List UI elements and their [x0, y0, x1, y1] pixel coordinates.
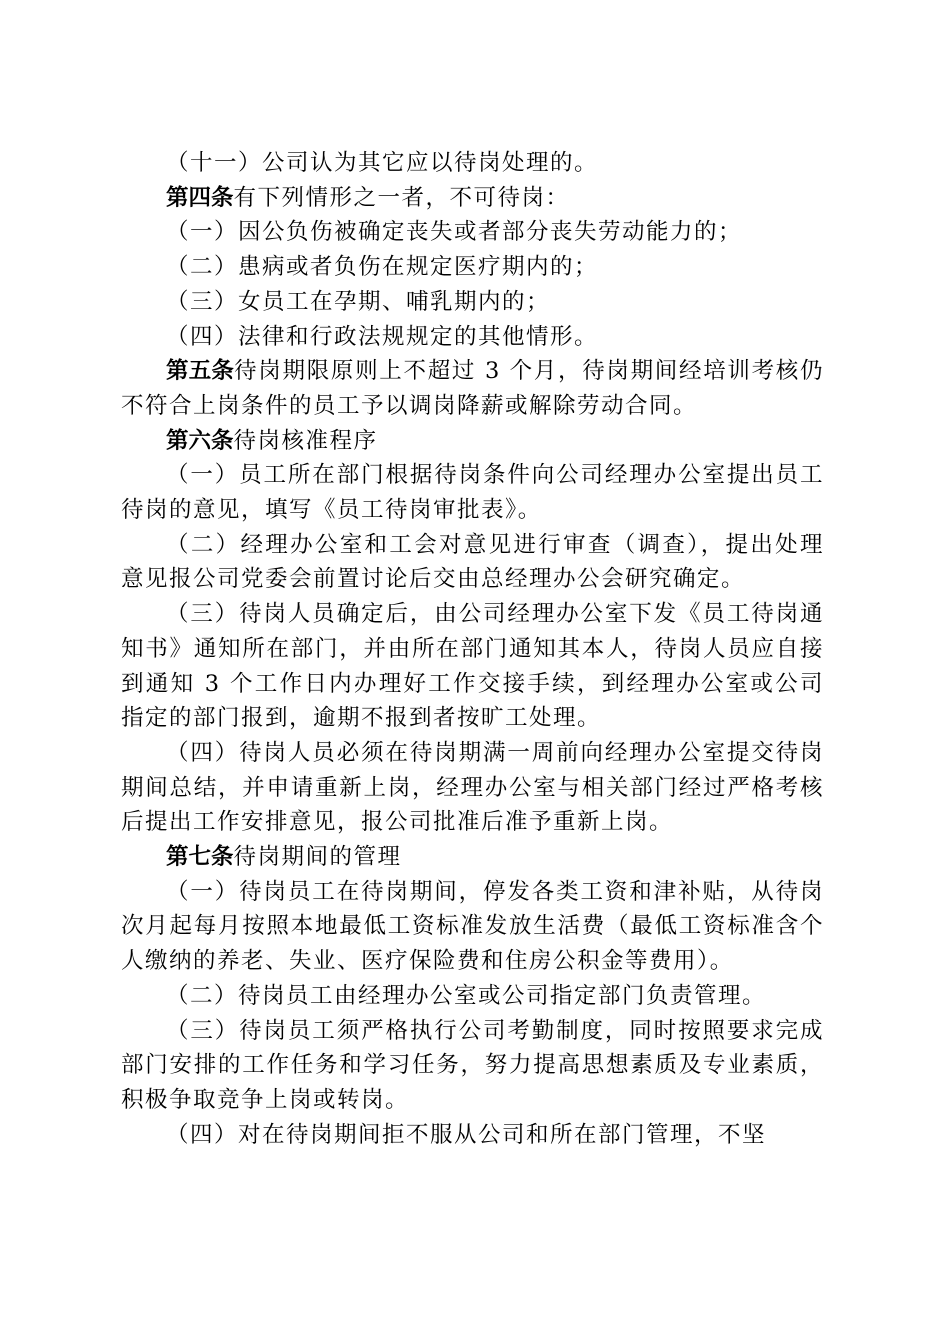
paragraph — [121, 285, 824, 320]
paragraph — [121, 320, 824, 355]
article-label: 第七条 — [166, 844, 234, 871]
paragraph-text: （四）法律和行政法规规定的其他情形。 — [166, 323, 599, 350]
paragraph — [121, 1014, 824, 1118]
paragraph-text: （一）待岗员工在待岗期间，停发各类工资和津补贴，从待岗次月起每月按照本地最低工资标准发放生活费（最低工资标准含个人缴纳的养老、失业、医疗保险费和住房公积金等费用）。 — [121, 878, 824, 975]
article-paragraph — [121, 840, 824, 875]
paragraph — [121, 736, 824, 840]
article-paragraph — [121, 354, 824, 423]
article-label: 第五条 — [166, 358, 235, 385]
paragraph-text: 待岗期间的管理 — [233, 844, 402, 871]
paragraph-text: 有下列情形之一者，不可待岗： — [233, 184, 570, 211]
article-paragraph — [121, 424, 824, 459]
paragraph — [121, 458, 824, 527]
paragraph-text: （十一）公司认为其它应以待岗处理的。 — [166, 150, 599, 176]
paragraph-text: （一）因公负伤被确定丧失或者部分丧失劳动能力的； — [166, 219, 743, 246]
paragraph-text: （四）待岗人员必须在待岗期满一周前向经理办公室提交待岗期间总结，并申请重新上岗，经理办公室与相关部门经过严格考核后提出工作安排意见，报公司批准后准予重新上岗。 — [121, 739, 824, 836]
article-label: 第四条 — [166, 184, 234, 211]
paragraph-text: （一）员工所在部门根据待岗条件向公司经理办公室提出员工待岗的意见，填写《员工待岗审批表》。 — [121, 462, 824, 524]
article-paragraph — [121, 181, 824, 216]
paragraph-text: （三）女员工在孕期、哺乳期内的； — [166, 288, 551, 315]
paragraph-text: （四）对在待岗期间拒不服从公司和所在部门管理，不坚 — [166, 1121, 767, 1148]
paragraph-text: （二）经理办公室和工会对意见进行审查（调查），提出处理意见报公司党委会前置讨论后交由总经理办公会研究确定。 — [121, 531, 824, 593]
paragraph-text: 待岗期限原则上不超过 3 个月，待岗期间经培训考核仍不符合上岗条件的员工予以调岗降薪或解除劳动合同。 — [121, 358, 824, 419]
paragraph — [121, 528, 824, 597]
paragraph-text: 待岗核准程序 — [233, 427, 378, 454]
paragraph-text: （三）待岗员工须严格执行公司考勤制度，同时按照要求完成部门安排的工作任务和学习任务，努力提高思想素质及专业素质，积极争取竞争上岗或转岗。 — [121, 1017, 824, 1113]
article-label: 第六条 — [166, 427, 234, 454]
paragraph — [121, 250, 824, 285]
paragraph-text: （二）患病或者负伤在规定医疗期内的； — [166, 254, 599, 281]
paragraph — [121, 1118, 824, 1153]
paragraph — [121, 597, 824, 736]
paragraph-text: （三）待岗人员确定后，由公司经理办公室下发《员工待岗通知书》通知所在部门，并由所在部门通知其本人，待岗人员应自接到通知 3 个工作日内办理好工作交接手续，到经理办公室或公司指定的部门报到，逾期不报到者按旷工处理。 — [121, 601, 824, 732]
paragraph — [121, 215, 824, 250]
document-page — [121, 146, 824, 1152]
paragraph — [121, 875, 824, 979]
paragraph — [121, 146, 824, 181]
paragraph — [121, 979, 824, 1014]
paragraph-text: （二）待岗员工由经理办公室或公司指定部门负责管理。 — [166, 982, 767, 1009]
